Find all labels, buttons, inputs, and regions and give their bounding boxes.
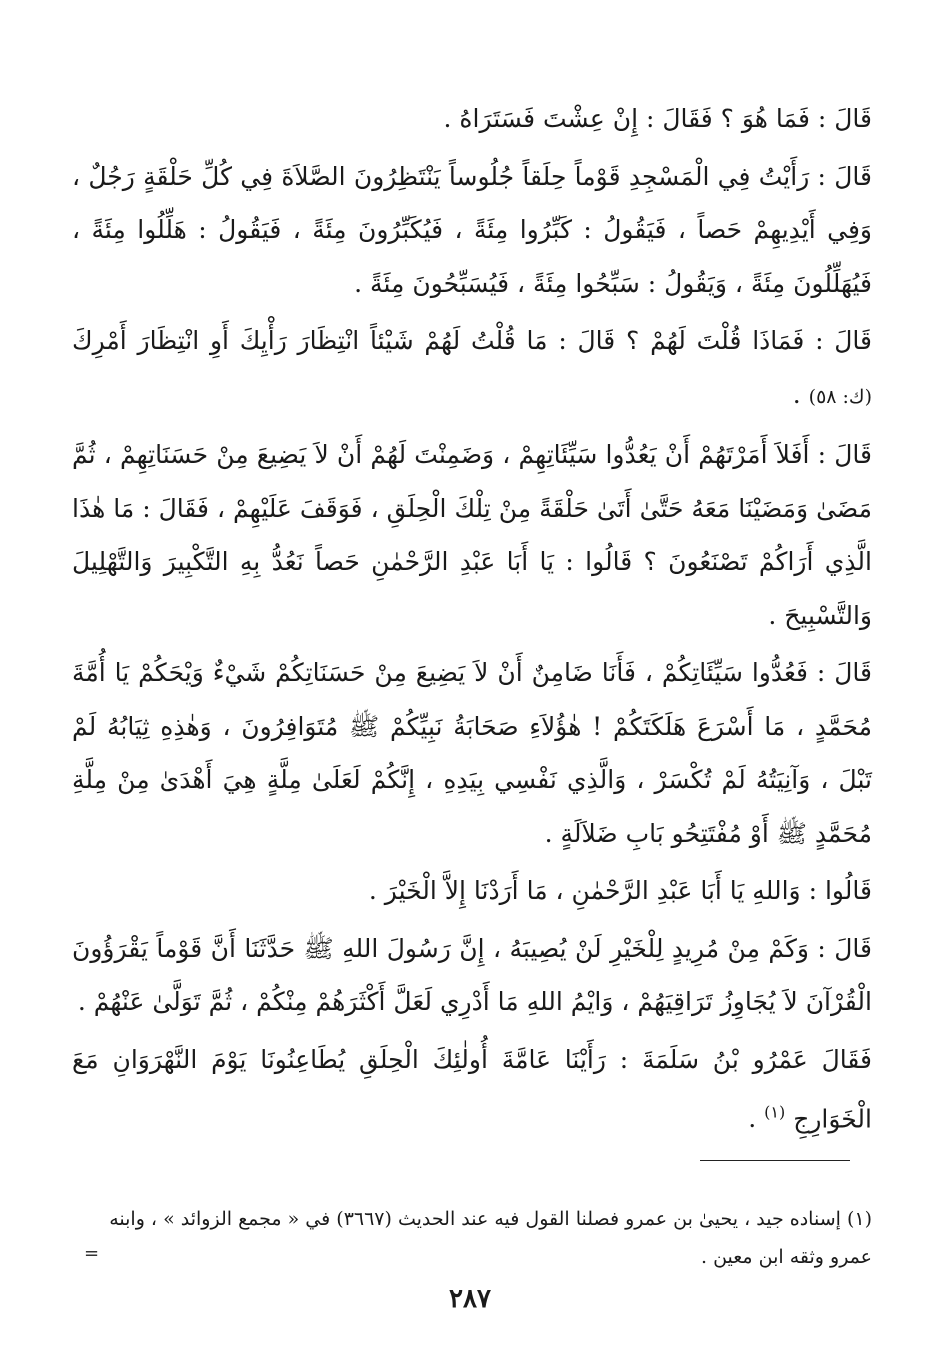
paragraph-5-text: قَالَ : فَعُدُّوا سَيِّئَاتِكُمْ ، فَأَنَا ضَامِنٌ أَنْ لاَ يَضِيعَ مِنْ حَسَنَاتِكُمْ شَيْءٌ وَيْحَكُمْ يَا أُمَّةَ مُحَمَّدٍ ، مَا أَسْرَعَ هَلَكَتَكُمْ ! هٰؤُلاَءِ صَحَابَةُ نَبِيِّكُمْ ﷺ مُتَوَافِرُونَ ، وَهٰذِهِ ثِيَابُهُ لَمْ تَبْلَ ، وَآنِيَتُهُ لَمْ تُكْسَرْ ، وَالَّذِي نَفْسِي بِيَدِهِ ، إِنَّكُمْ لَعَلَىٰ مِلَّةٍ هِيَ أَهْدَىٰ مِنْ مِلَّةِ مُحَمَّدٍ ﷺ أَوْ مُفْتَتِحُو بَابِ ضَلاَلَةٍ . <box>72 658 872 848</box>
paragraph-6-text: قَالُوا : وَاللهِ يَا أَبَا عَبْدِ الرَّحْمٰنِ ، مَا أَرَدْنَا إِلاَّ الْخَيْرَ . <box>368 876 872 905</box>
footnote-separator <box>700 1160 850 1161</box>
main-text <box>72 92 872 1150</box>
paragraph-8-end: . <box>748 1104 757 1134</box>
paragraph-5 <box>72 646 872 860</box>
paragraph-2-text: قَالَ : رَأَيْتُ فِي الْمَسْجِدِ قَوْماً حِلَقاً جُلُوساً يَنْتَظِرُونَ الصَّلاَةَ فِي كُلِّ حَلْقَةٍ رَجُلٌ ، وَفِي أَيْدِيهِمْ حَصاً ، فَيَقُولُ : كَبِّرُوا مِئَةً ، فَيُكَبِّرُونَ مِئَةً ، فَيَقُولُ : هَلِّلُوا مِئَةً ، فَيُهَلِّلُونَ مِئَةً ، وَيَقُولُ : سَبِّحُوا مِئَةً ، فَيُسَبِّحُونَ مِئَةً . <box>72 161 872 298</box>
paragraph-4 <box>72 428 872 642</box>
paragraph-3-text: قَالَ : فَمَاذَا قُلْتَ لَهُمْ ؟ قَالَ : مَا قُلْتُ لَهُمْ شَيْئاً انْتِظَارَ رَأْيِكَ أَوِ انْتِظَارَ أَمْرِكَ <box>72 326 872 355</box>
paragraph-8-text: فَقَالَ عَمْرُو بْنُ سَلَمَةَ : رَأَيْنَا عَامَّةَ أُولٰئِكَ الْحِلَقِ يُطَاعِنُونَا يَوْمَ النَّهْرَوَانِ مَعَ الْخَوَارِجِ <box>72 1044 872 1134</box>
paragraph-3 <box>72 314 872 424</box>
footnote <box>82 1200 872 1276</box>
paragraph-2 <box>72 150 872 311</box>
paragraph-7-text: قَالَ : وَكَمْ مِنْ مُرِيدٍ لِلْخَيْرِ لَنْ يُصِيبَهُ ، إِنَّ رَسُولَ اللهِ ﷺ حَدَّثَنَا أَنَّ قَوْماً يَقْرَؤُونَ الْقُرْآنَ لاَ يُجَاوِزُ تَرَاقِيَهُمْ ، وَايْمُ اللهِ مَا أَدْرِي لَعَلَّ أَكْثَرَهُمْ مِنْكُمْ ، ثُمَّ تَوَلَّىٰ عَنْهُمْ . <box>72 933 872 1016</box>
paragraph-1-text: قَالَ : فَمَا هُوَ ؟ فَقَالَ : إِنْ عِشْتَ فَسَتَرَاهُ . <box>443 104 872 133</box>
reference-mark: (ك: ٥٨) <box>808 385 872 408</box>
paragraph-3-end: . <box>792 379 801 409</box>
footnote-marker: (١) <box>764 1103 786 1122</box>
continuation-mark: = <box>84 1243 100 1264</box>
paragraph-4-text: قَالَ : أَفَلاَ أَمَرْتَهُمْ أَنْ يَعُدُّوا سَيِّئَاتِهِمْ ، وَضَمِنْتَ لَهُمْ أَنْ لاَ يَضِيعَ مِنْ حَسَنَاتِهِمْ ، ثُمَّ مَضَىٰ وَمَضَيْنَا مَعَهُ حَتَّىٰ أَتَىٰ حَلْقَةً مِنْ تِلْكَ الْحِلَقِ ، فَوَقَفَ عَلَيْهِمْ ، فَقَالَ : مَا هٰذَا الَّذِي أَرَاكُمْ تَصْنَعُونَ ؟ قَالُوا : يَا أَبَا عَبْدِ الرَّحْمٰنِ حَصاً نَعُدُّ بِهِ التَّكْبِيرَ وَالتَّهْلِيلَ وَالتَّسْبِيحَ . <box>72 440 872 630</box>
page-number: ٢٨٧ <box>449 1284 491 1314</box>
paragraph-8 <box>72 1033 872 1146</box>
footnote-text: (١) إسناده جيد ، يحيىٰ بن عمرو فصلنا القول فيه عند الحديث (٣٦٦٧) في « مجمع الزوائد » ، وابنه عمرو وثقه ابن معين . <box>109 1208 872 1268</box>
paragraph-7 <box>72 922 872 1029</box>
paragraph-6 <box>72 864 872 918</box>
paragraph-1 <box>72 92 872 146</box>
